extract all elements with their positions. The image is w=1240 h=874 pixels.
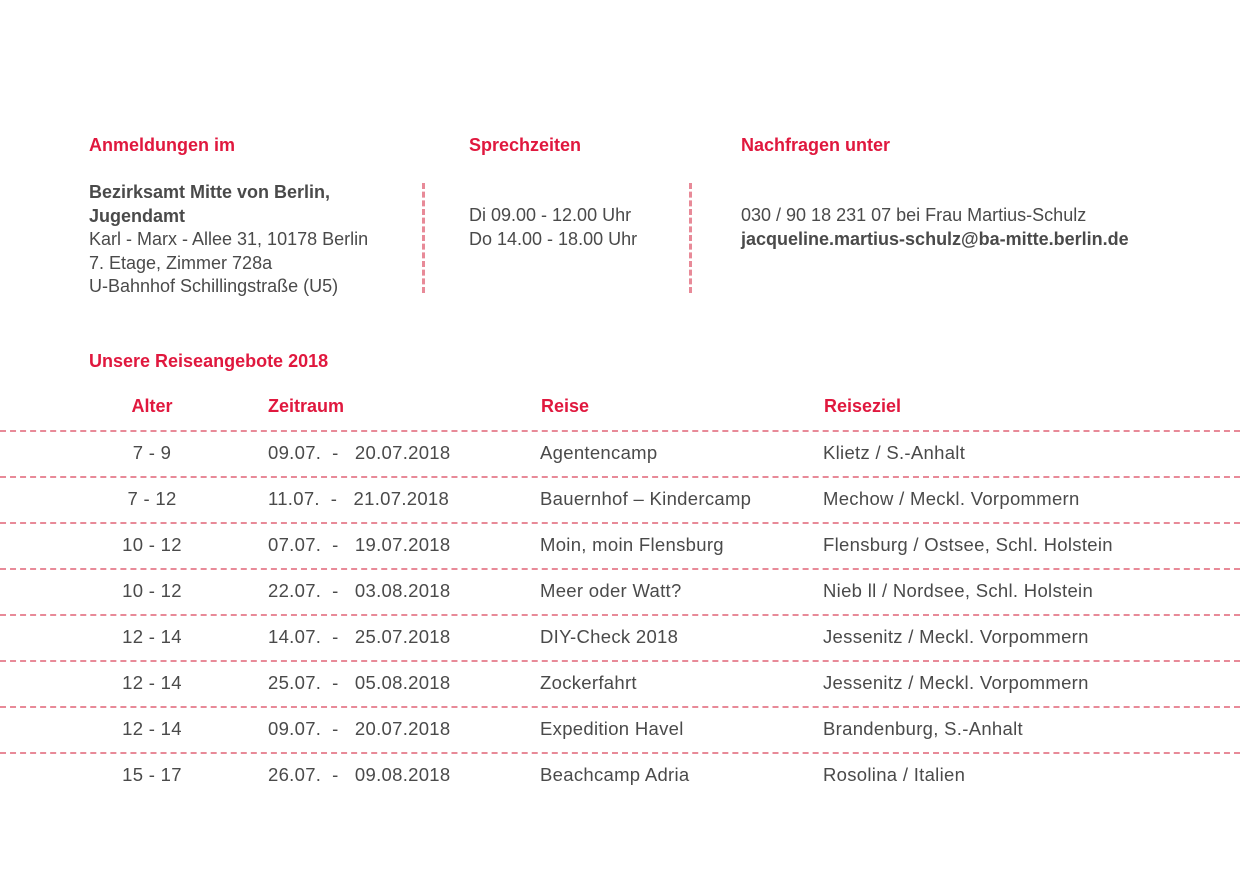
cell-destination: Jessenitz / Meckl. Vorpommern xyxy=(823,672,1089,693)
cell-period: 07.07. - 19.07.2018 xyxy=(268,534,451,555)
cell-age: 7 - 12 xyxy=(127,488,177,509)
contact-block xyxy=(741,204,1129,251)
table-row xyxy=(0,706,1240,752)
table-row xyxy=(0,476,1240,522)
address-transit: U-Bahnhof Schillingstraße (U5) xyxy=(89,276,339,296)
cell-age: 10 - 12 xyxy=(122,534,182,555)
contact-email[interactable]: jacqueline.martius-schulz@ba-mitte.berlin.de xyxy=(741,228,1129,249)
offers-heading: Unsere Reiseangebote 2018 xyxy=(89,351,329,371)
cell-age: 10 - 12 xyxy=(122,580,182,601)
cell-trip: Moin, moin Flensburg xyxy=(540,534,724,555)
cell-destination: Rosolina / Italien xyxy=(823,764,966,785)
contact-heading: Nachfragen unter xyxy=(741,135,891,155)
cell-age: 15 - 17 xyxy=(122,764,182,785)
cell-period: 09.07. - 20.07.2018 xyxy=(268,718,451,739)
contact-phone: 030 / 90 18 231 07 bei Frau Martius-Schulz xyxy=(741,205,1087,225)
table-row xyxy=(0,660,1240,706)
table-row xyxy=(0,430,1240,476)
address-street: Karl - Marx - Allee 31, 10178 Berlin xyxy=(89,229,369,249)
cell-destination: Nieb ll / Nordsee, Schl. Holstein xyxy=(823,580,1094,601)
office-name-line1: Bezirksamt Mitte von Berlin, xyxy=(89,182,331,202)
cell-trip: Expedition Havel xyxy=(540,718,684,739)
cell-age: 12 - 14 xyxy=(122,672,182,693)
cell-trip: Agentencamp xyxy=(540,442,658,463)
cell-trip: Bauernhof – Kindercamp xyxy=(540,488,752,509)
cell-destination: Brandenburg, S.-Anhalt xyxy=(823,718,1023,739)
column-divider-2 xyxy=(689,183,692,293)
cell-destination: Flensburg / Ostsee, Schl. Holstein xyxy=(823,534,1113,555)
cell-trip: Meer oder Watt? xyxy=(540,580,682,601)
cell-age: 12 - 14 xyxy=(122,626,182,647)
cell-period: 22.07. - 03.08.2018 xyxy=(268,580,451,601)
cell-period: 09.07. - 20.07.2018 xyxy=(268,442,451,463)
cell-trip: Beachcamp Adria xyxy=(540,764,690,785)
table-row xyxy=(0,614,1240,660)
cell-trip: Zockerfahrt xyxy=(540,672,637,693)
column-header-age: Alter xyxy=(131,396,173,416)
hours-heading: Sprechzeiten xyxy=(469,135,582,155)
column-header-destination: Reiseziel xyxy=(824,396,902,416)
column-header-period: Zeitraum xyxy=(268,396,345,416)
hours-line-2: Do 14.00 - 18.00 Uhr xyxy=(469,228,638,249)
office-name-line2: Jugendamt xyxy=(89,205,186,226)
column-divider-1 xyxy=(422,183,425,293)
cell-trip: DIY-Check 2018 xyxy=(540,626,679,647)
cell-destination: Jessenitz / Meckl. Vorpommern xyxy=(823,626,1089,647)
column-header-trip: Reise xyxy=(541,396,590,416)
cell-age: 12 - 14 xyxy=(122,718,182,739)
cell-period: 11.07. - 21.07.2018 xyxy=(268,488,450,509)
cell-period: 26.07. - 09.08.2018 xyxy=(268,764,451,785)
address-room: 7. Etage, Zimmer 728a xyxy=(89,252,273,273)
table-row xyxy=(0,752,1240,798)
cell-period: 25.07. - 05.08.2018 xyxy=(268,672,451,693)
cell-period: 14.07. - 25.07.2018 xyxy=(268,626,451,647)
hours-block xyxy=(469,204,637,251)
cell-destination: Mechow / Meckl. Vorpommern xyxy=(823,488,1080,509)
hours-line-1: Di 09.00 - 12.00 Uhr xyxy=(469,205,632,225)
table-row xyxy=(0,568,1240,614)
registration-address-block xyxy=(89,181,368,299)
cell-destination: Klietz / S.-Anhalt xyxy=(823,442,966,463)
table-row xyxy=(0,522,1240,568)
cell-age: 7 - 9 xyxy=(132,442,172,463)
registration-heading: Anmeldungen im xyxy=(89,135,236,155)
